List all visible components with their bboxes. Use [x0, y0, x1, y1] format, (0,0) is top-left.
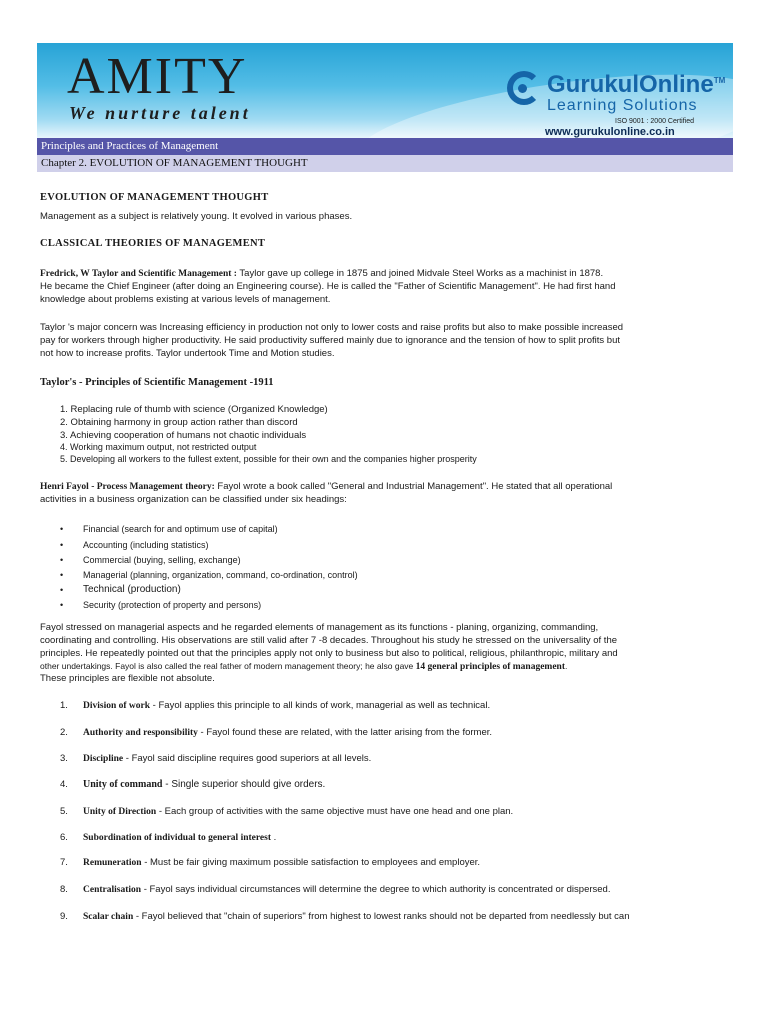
- fayol-para-line-1: Henri Fayol - Process Management theory: Fayol wrote a book called "General and Industrial Management". He stated that all operational: [40, 481, 613, 492]
- principle-number: 9.: [60, 911, 68, 922]
- concern-line-2: pay for workers through higher productivity. He said productivity suffered mainly due to ignorance and the tension of how to split profits but: [40, 335, 620, 346]
- principle-number: 4.: [60, 779, 68, 790]
- concern-line-3: not how to increase profits. Taylor undertook Time and Motion studies.: [40, 348, 335, 359]
- fayol-heading-security: Security (protection of property and persons): [83, 600, 262, 610]
- principle-authority: Authority and responsibility - Fayol found these are related, with the latter arising from the former.: [83, 727, 493, 738]
- taylor-principle-3: 3. Achieving cooperation of humans not chaotic individuals: [60, 430, 307, 441]
- fayol-stress-line-1: Fayol stressed on managerial aspects and he regarded elements of management as its functions - planing, organizing, commanding,: [40, 622, 599, 633]
- fayol-heading-technical: Technical (production): [83, 584, 181, 595]
- taylor-principle-2: 2. Obtaining harmony in group action rather than discord: [60, 417, 298, 428]
- concern-line-1: Taylor 's major concern was Increasing efficiency in production not only to lower costs and raise profits but also to make possible increased: [40, 322, 624, 333]
- gurukul-url[interactable]: www.gurukulonline.co.in: [545, 126, 675, 138]
- iso-certification: ISO 9001 : 2000 Certified: [615, 118, 694, 125]
- fayol-stress-line-2: coordinating and controlling. His observations are still valid after 7 -8 decades. Throughout his study he stressed on the universality of the: [40, 635, 618, 646]
- principle-number: 6.: [60, 832, 68, 843]
- principle-division-of-work: Division of work - Fayol applies this principle to all kinds of work, managerial as well as technical.: [83, 700, 491, 711]
- principle-number: 5.: [60, 806, 68, 817]
- bullet-icon: •: [60, 585, 64, 595]
- taylor-principle-4: 4. Working maximum output, not restricted output: [60, 442, 257, 452]
- taylor-principle-1: 1. Replacing rule of thumb with science (Organized Knowledge): [60, 404, 328, 415]
- taylor-principles-heading: Taylor's - Principles of Scientific Management -1911: [40, 377, 274, 388]
- principle-number: 2.: [60, 727, 68, 738]
- gurukul-subtitle: Learning Solutions: [547, 97, 698, 114]
- taylor-para-line-2: He became the Chief Engineer (after doing an Engineering course). He is called the "Father of Scientific Management". He had first hand: [40, 281, 616, 292]
- course-title-bar: [37, 138, 733, 155]
- bullet-icon: •: [60, 540, 64, 550]
- gurukul-name: GurukulOnline™: [547, 71, 726, 98]
- evolution-text: Management as a subject is relatively young. It evolved in various phases.: [40, 211, 353, 222]
- principle-number: 3.: [60, 753, 68, 764]
- gurukul-logo-dot-icon: [518, 84, 527, 93]
- fayol-stress-line-4: other undertakings. Fayol is also called the real father of modern management theory; he also gave 14 general principles of management.: [40, 661, 568, 672]
- bullet-icon: •: [60, 555, 64, 565]
- taylor-para-line-1: Fredrick, W Taylor and Scientific Management : Taylor gave up college in 1875 and joined Midvale Steel Works as a machinist in 1878.: [40, 268, 604, 279]
- course-title: Principles and Practices of Management: [41, 140, 219, 152]
- principle-scalar-chain: Scalar chain - Fayol believed that "chain of superiors" from highest to lowest ranks should not be departed from needlessly but can: [83, 911, 630, 922]
- header-banner: [37, 43, 733, 138]
- chapter-title-bar: [37, 155, 733, 172]
- fayol-para-line-2: activities in a business organization can be classified under six headings:: [40, 494, 347, 505]
- principle-unity-of-command: Unity of command - Single superior should give orders.: [83, 779, 326, 790]
- principle-number: 1.: [60, 700, 68, 711]
- amity-logo-text: AMITY: [67, 48, 248, 105]
- principle-number: 8.: [60, 884, 68, 895]
- principle-discipline: Discipline - Fayol said discipline requires good superiors at all levels.: [83, 753, 372, 764]
- taylor-principle-5: 5. Developing all workers to the fullest extent, possible for their own and the companies higher prosperity: [60, 454, 477, 464]
- principle-number: 7.: [60, 857, 68, 868]
- bullet-icon: •: [60, 570, 64, 580]
- principle-centralisation: Centralisation - Fayol says individual circumstances will determine the degree to which authority is concentrated or dispersed.: [83, 884, 611, 895]
- amity-tagline: We nurture talent: [69, 103, 251, 123]
- taylor-para-line-3: knowledge about problems existing at various levels of management.: [40, 294, 331, 305]
- fayol-heading-managerial: Managerial (planning, organization, command, co-ordination, control): [83, 570, 358, 580]
- fayol-stress-line-3: principles. He repeatedly pointed out that the principles apply not only to business but also to political, religious, philanthropic, military and: [40, 648, 618, 659]
- classical-heading: CLASSICAL THEORIES OF MANAGEMENT: [40, 238, 266, 249]
- fayol-heading-financial: Financial (search for and optimum use of capital): [83, 524, 278, 534]
- fayol-stress-line-5: These principles are flexible not absolute.: [40, 673, 215, 684]
- principle-remuneration: Remuneration - Must be fair giving maximum possible satisfaction to employees and employer.: [83, 857, 481, 868]
- chapter-title: Chapter 2. EVOLUTION OF MANAGEMENT THOUGHT: [41, 157, 308, 169]
- principle-unity-of-direction: Unity of Direction - Each group of activities with the same objective must have one head and one plan.: [83, 806, 514, 817]
- bullet-icon: •: [60, 524, 64, 534]
- fayol-heading-accounting: Accounting (including statistics): [83, 540, 209, 550]
- bullet-icon: •: [60, 600, 64, 610]
- evolution-heading: EVOLUTION OF MANAGEMENT THOUGHT: [40, 192, 269, 203]
- principle-subordination: Subordination of individual to general interest .: [83, 832, 277, 843]
- fayol-heading-commercial: Commercial (buying, selling, exchange): [83, 555, 241, 565]
